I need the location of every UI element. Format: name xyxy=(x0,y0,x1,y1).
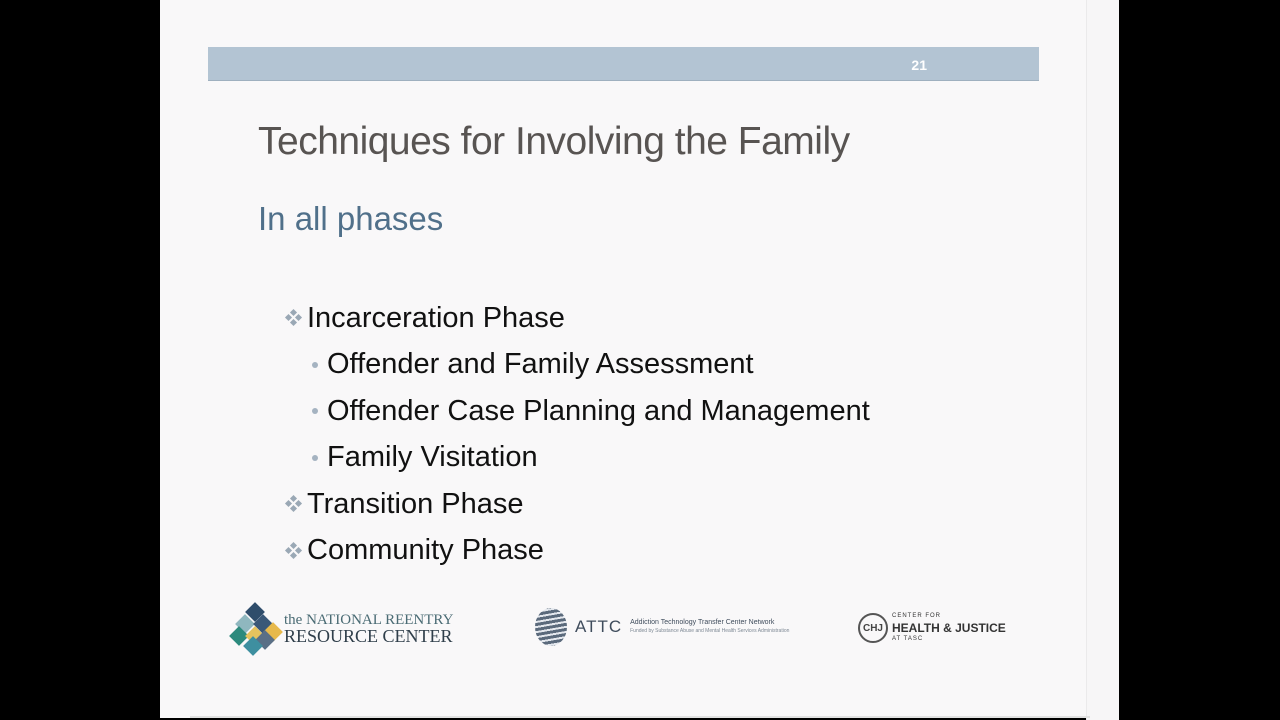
dot-bullet-icon xyxy=(312,408,318,414)
list-item xyxy=(284,528,870,575)
dot-bullet-icon xyxy=(312,362,318,368)
list-item xyxy=(284,481,870,528)
chj-badge-icon: CHJ xyxy=(858,613,888,643)
footer-logos xyxy=(160,600,1086,660)
bullet-text: Family Visitation xyxy=(327,441,538,474)
diamond-bullet-icon xyxy=(284,541,304,561)
slide-header-bar xyxy=(208,47,1039,81)
bullet-list xyxy=(284,295,870,574)
bullet-text: Transition Phase xyxy=(307,487,524,520)
list-item xyxy=(284,342,870,389)
slide-number: 21 xyxy=(911,57,927,73)
attc-name: ATTC xyxy=(575,617,623,636)
bullet-text: Offender and Family Assessment xyxy=(327,348,754,381)
chj-logo xyxy=(858,612,1006,644)
bullet-text: Incarceration Phase xyxy=(307,301,565,334)
dot-bullet-icon xyxy=(312,455,318,461)
list-item xyxy=(284,295,870,342)
attc-logo xyxy=(535,608,789,646)
attc-figure-icon xyxy=(535,608,567,646)
nrrc-mosaic-icon xyxy=(230,603,280,653)
chj-line2: HEALTH & JUSTICE xyxy=(892,621,1006,635)
chj-line1: CENTER FOR xyxy=(892,613,941,619)
bullet-text: Offender Case Planning and Management xyxy=(327,394,870,427)
list-item xyxy=(284,388,870,435)
slide-title: Techniques for Involving the Family xyxy=(258,120,850,163)
slide xyxy=(160,0,1086,718)
nrrc-line2: RESOURCE CENTER xyxy=(284,626,453,646)
nrrc-line1: the NATIONAL REENTRY xyxy=(284,612,454,628)
attc-line1: Addiction Technology Transfer Center Network xyxy=(630,619,775,626)
nrrc-logo xyxy=(230,603,453,653)
slide-subtitle: In all phases xyxy=(258,200,444,237)
diamond-bullet-icon xyxy=(284,494,304,514)
bottom-edge-line xyxy=(190,716,1090,718)
list-item xyxy=(284,435,870,482)
window-edge-strip xyxy=(1086,0,1119,720)
chj-line3: AT TASC xyxy=(892,636,924,642)
attc-line2: Funded by Substance Abuse and Mental Health Services Administration xyxy=(630,628,790,634)
diamond-bullet-icon xyxy=(284,308,304,328)
bullet-text: Community Phase xyxy=(307,534,544,567)
